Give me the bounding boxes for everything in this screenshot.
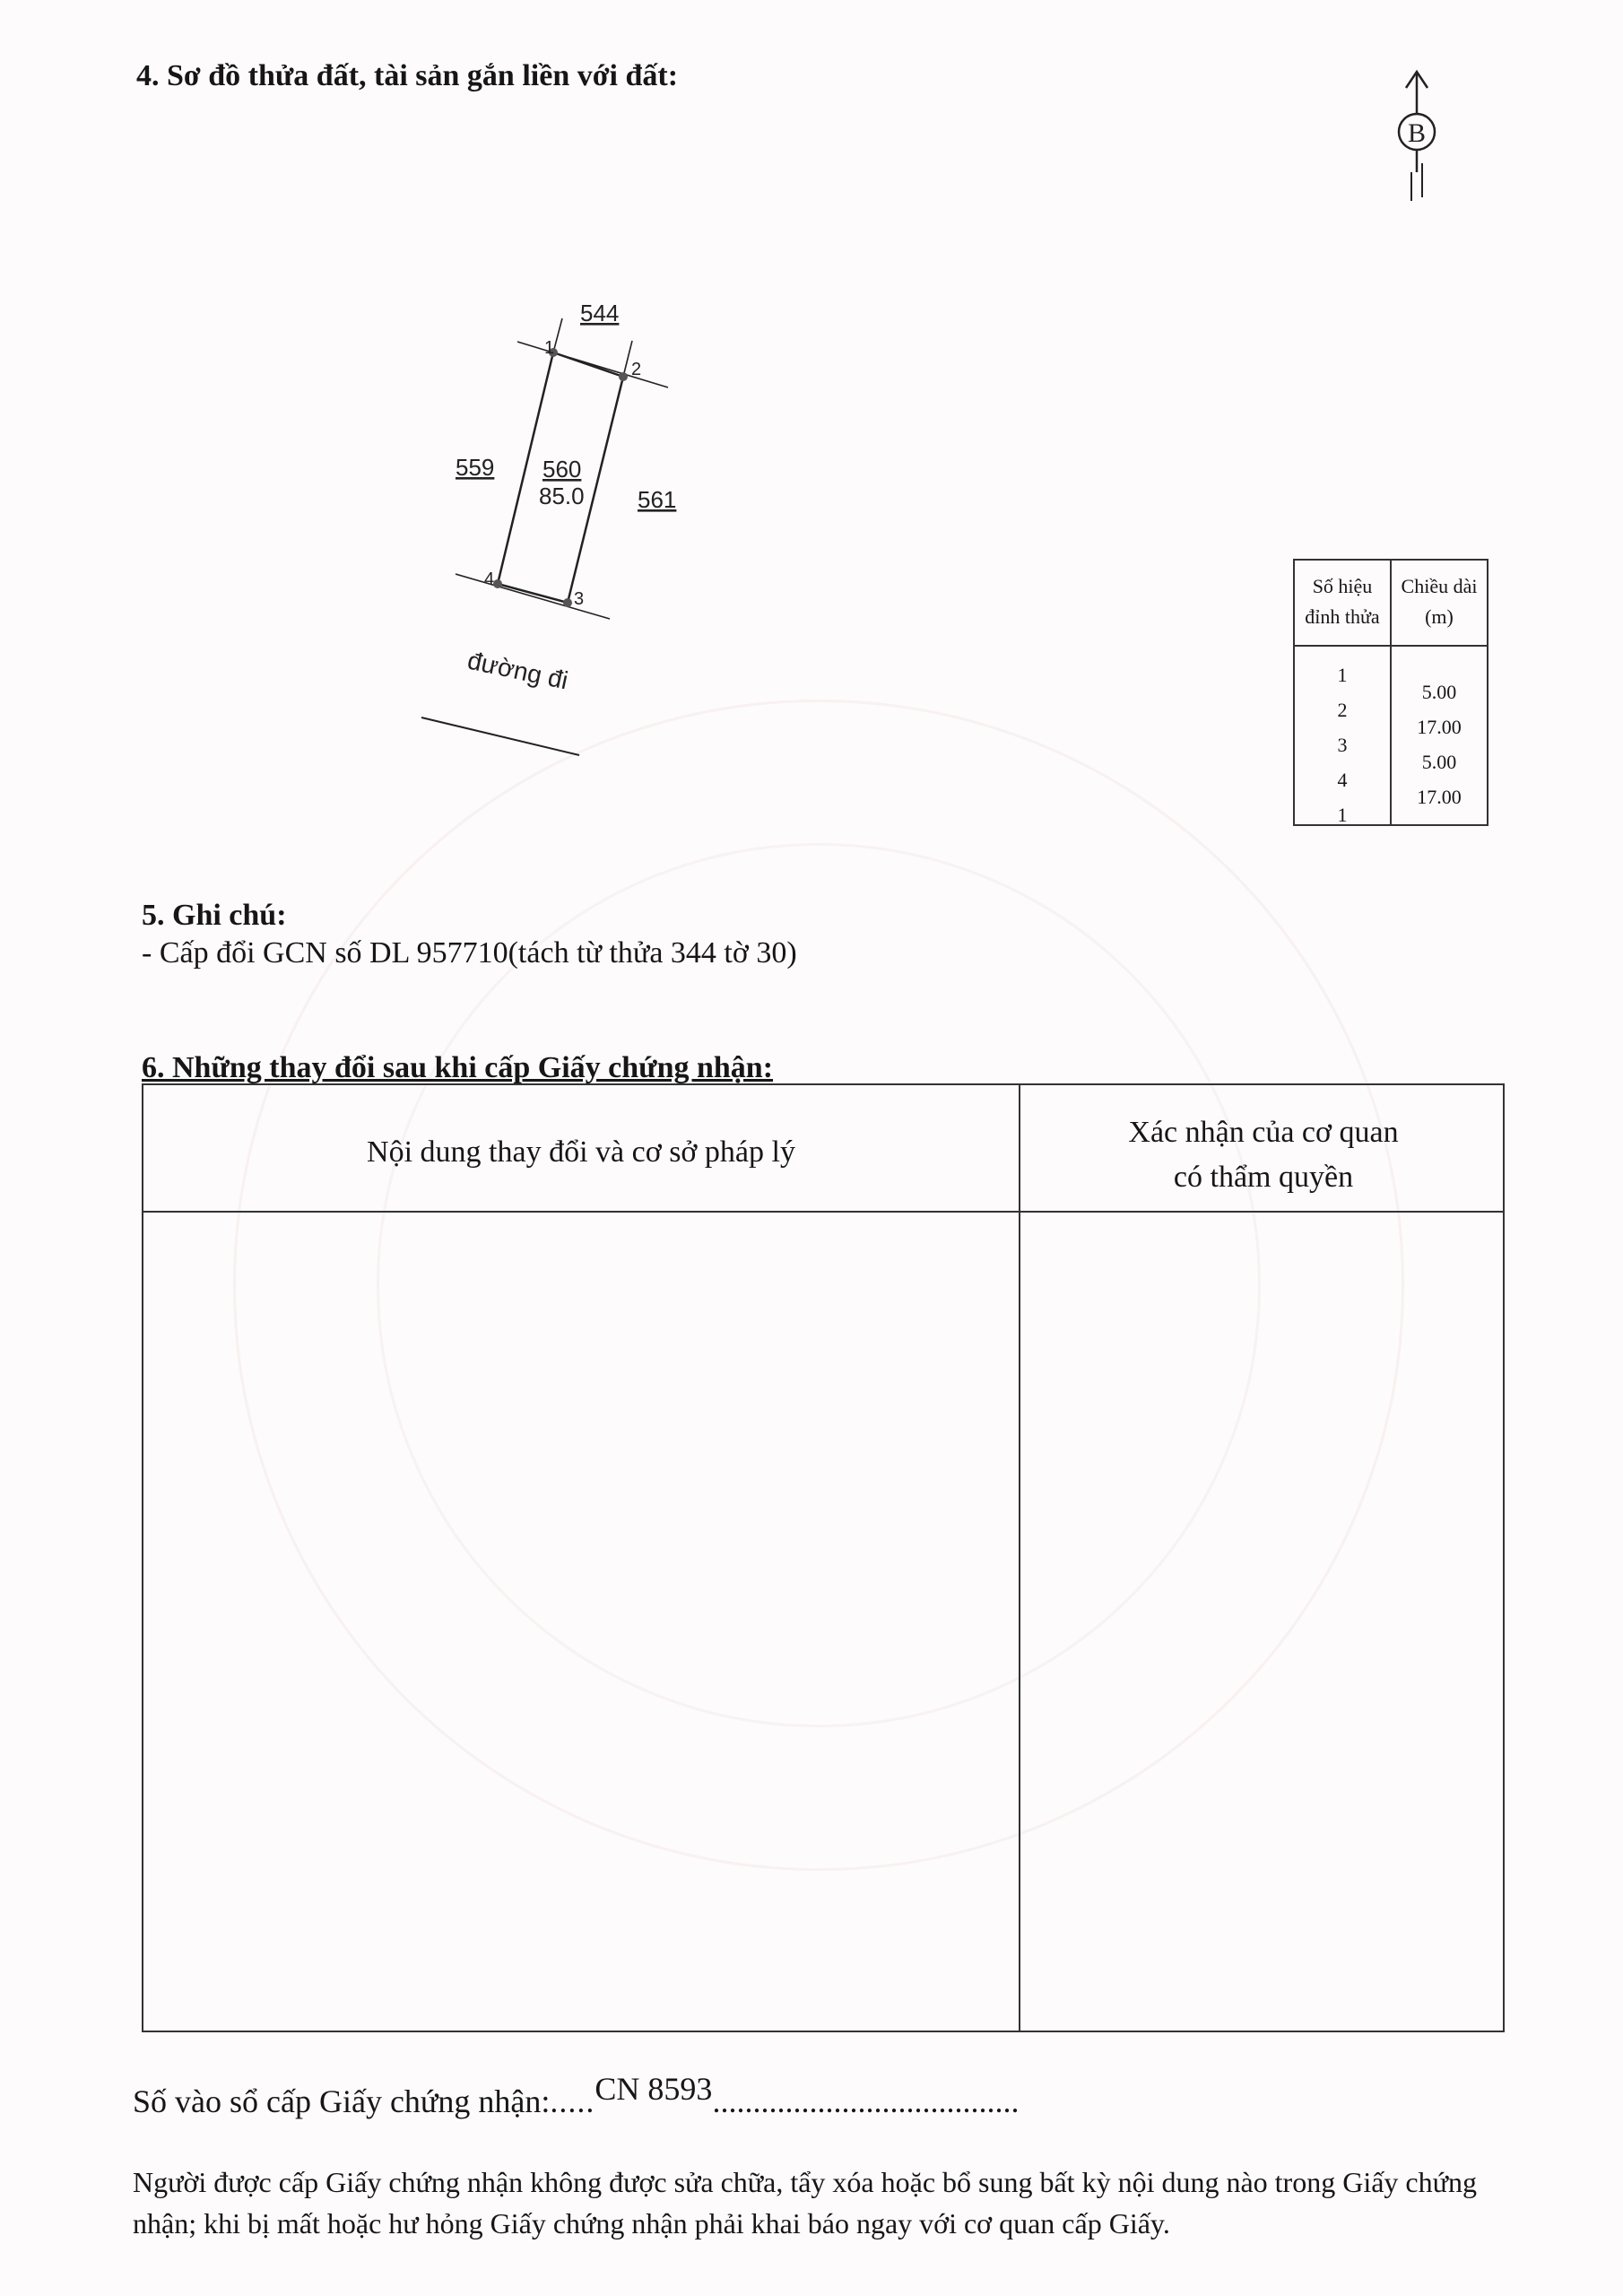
- header-length-line2: (m): [1425, 605, 1454, 628]
- north-boundary-line: [517, 342, 668, 387]
- header-length-line1: Chiều dài: [1401, 575, 1478, 597]
- vertex-label: 4: [484, 570, 495, 589]
- length-cell: 17.00: [1417, 716, 1462, 738]
- vertex-length-table: [1293, 559, 1488, 826]
- registry-label: Số vào sổ cấp Giấy chứng nhận:: [133, 2083, 551, 2119]
- parcel-area-label: 85.0: [539, 483, 585, 509]
- road-line: [421, 718, 579, 755]
- road-label: đường đi: [464, 646, 571, 695]
- changes-table: [142, 1083, 1505, 2032]
- length-cell: 5.00: [1421, 751, 1457, 773]
- changes-col-content-header: Nội dung thay đổi và cơ sở pháp lý: [367, 1135, 795, 1169]
- confirm-header-line1: Xác nhận của cơ quan: [1128, 1116, 1399, 1149]
- neighbor-west-label: 559: [456, 454, 495, 481]
- header-vertex-line2: đỉnh thửa: [1305, 605, 1380, 628]
- table-header-length: [1391, 560, 1488, 646]
- vertex-point: [493, 579, 502, 588]
- vertex-cell: 1: [1337, 664, 1348, 686]
- changes-col-confirm-header: [1020, 1110, 1506, 1200]
- registry-line: Số vào sổ cấp Giấy chứng nhận:.....CN 8593......................................: [133, 2071, 1020, 2119]
- length-column: [1392, 647, 1487, 824]
- north-letter: B: [1407, 118, 1427, 148]
- vertex-cell: 3: [1337, 734, 1348, 756]
- parcel-number-label: 560: [542, 456, 582, 483]
- vertex-cell: 2: [1337, 699, 1348, 721]
- length-cell: 5.00: [1421, 681, 1457, 703]
- section6-title: 6. Những thay đổi sau khi cấp Giấy chứng nhận:: [142, 1051, 774, 1084]
- south-boundary-line: [456, 574, 610, 619]
- registry-value: CN 8593: [595, 2071, 713, 2107]
- section5-title: 5. Ghi chú:: [142, 899, 287, 932]
- vertex-label: 2: [631, 360, 642, 379]
- vertex-cell: 1: [1337, 804, 1348, 826]
- neighbor-north-label: 544: [580, 300, 620, 326]
- section4-title: 4. Sơ đồ thửa đất, tài sản gắn liền với đất:: [136, 59, 679, 92]
- header-vertex-line1: Số hiệu: [1312, 575, 1373, 597]
- warning-note: Người được cấp Giấy chứng nhận không được sửa chữa, tẩy xóa hoặc bổ sung bất kỳ nội dung nào trong Giấy chứng nhận; khi bị mất hoặc hư hỏng Giấy chứng nhận phải khai báo ngay với cơ quan cấp Giấy.: [133, 2166, 1477, 2239]
- neighbor-east-label: 561: [638, 486, 677, 513]
- confirm-header-line2: có thẩm quyền: [1173, 1161, 1354, 1194]
- vertex-column: [1295, 647, 1390, 824]
- length-cell: 17.00: [1417, 786, 1462, 808]
- vertex-label: 1: [544, 338, 555, 358]
- vertex-point: [619, 372, 628, 381]
- vertex-label: 3: [574, 589, 585, 609]
- vertex-cell: 4: [1337, 769, 1348, 791]
- vertex-point: [563, 598, 572, 607]
- section5-note: - Cấp đổi GCN số DL 957710(tách từ thửa 344 tờ 30): [142, 936, 797, 970]
- table-header-vertex: [1294, 560, 1391, 646]
